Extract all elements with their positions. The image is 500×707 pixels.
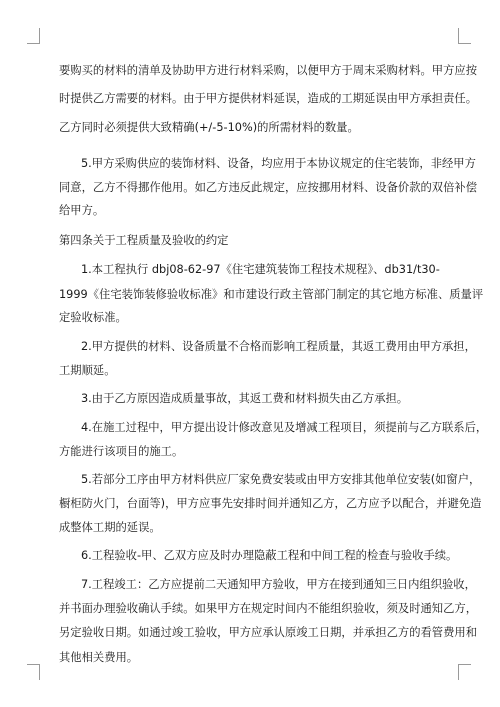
section-heading: 第四条关于工程质量及验收的约定	[59, 234, 229, 247]
body-line: 并书面办理验收确认手续。如果甲方在规定时间内不能组织验收，须及时通知乙方，	[59, 602, 477, 615]
body-line: 另定验收日期。如通过竣工验收，甲方应承认原竣工日期，并承担乙方的看管费用和	[59, 626, 477, 639]
body-line: 成整体工期的延误。	[59, 521, 161, 534]
crop-mark-top-left-vertical	[39, 28, 40, 44]
body-line: 1999《住宅装饰装修验收标准》和市建设行政主管部门制定的其它地方标准、质量评	[59, 288, 484, 301]
body-line: 工期顺延。	[59, 364, 116, 377]
crop-mark-bottom-right-horizontal	[458, 664, 471, 665]
body-line: 3.由于乙方原因造成质量事故，其返工费和材料损失由乙方承担。	[81, 392, 409, 405]
body-line: 其他相关费用。	[59, 651, 139, 664]
body-line: 定验收标准。	[59, 311, 127, 324]
body-line: 5.甲方采购供应的装饰材料、设备，均应用于本协议规定的住宅装饰，非经甲方	[81, 157, 476, 170]
body-line: 5.若部分工序由甲方材料供应厂家免费安装或由甲方安排其他单位安装(如窗户，	[81, 473, 481, 486]
body-line: 6.工程验收-甲、乙双方应及时办理隐蔽工程和中间工程的检查与验收手续。	[81, 549, 458, 562]
body-line: 7.工程竣工：乙方应提前二天通知甲方验收，甲方在接到通知三日内组织验收，	[81, 578, 476, 591]
crop-mark-top-right-vertical	[458, 28, 459, 44]
crop-mark-top-left-horizontal	[27, 43, 40, 44]
crop-mark-top-right-horizontal	[458, 43, 471, 44]
body-line: 1.本工程执行 dbj08-62-97《住宅建筑装饰工程技术规程》、db31/t30-	[81, 263, 440, 276]
body-line: 橱柜防火门，台面等)，甲方应事先安排时间并通知乙方，乙方应予以配合，并避免造	[59, 497, 482, 510]
crop-mark-bottom-right-vertical	[458, 664, 459, 680]
body-line: 乙方同时必须提供大致精确(+/-5-10%)的所需材料的数量。	[59, 121, 359, 134]
body-line: 要购买的材料的清单及协助甲方进行材料采购，以便甲方于周末采购材料。甲方应按	[59, 64, 477, 77]
body-line: 2.甲方提供的材料、设备质量不合格而影响工程质量，其返工费用由甲方承担，	[81, 340, 476, 353]
body-line: 4.在施工过程中，甲方提出设计修改意见及增减工程项目，须提前与乙方联系后，	[81, 421, 488, 434]
body-line: 时提供乙方需要的材料。由于甲方提供材料延误，造成的工期延误由甲方承担责任。	[59, 92, 477, 105]
crop-mark-bottom-left-vertical	[39, 664, 40, 680]
body-line: 给甲方。	[59, 204, 105, 217]
body-line: 方能进行该项目的施工。	[59, 445, 184, 458]
body-line: 同意，乙方不得挪作他用。如乙方违反此规定，应按挪用材料、设备价款的双倍补偿	[59, 181, 477, 194]
crop-mark-bottom-left-horizontal	[27, 664, 40, 665]
